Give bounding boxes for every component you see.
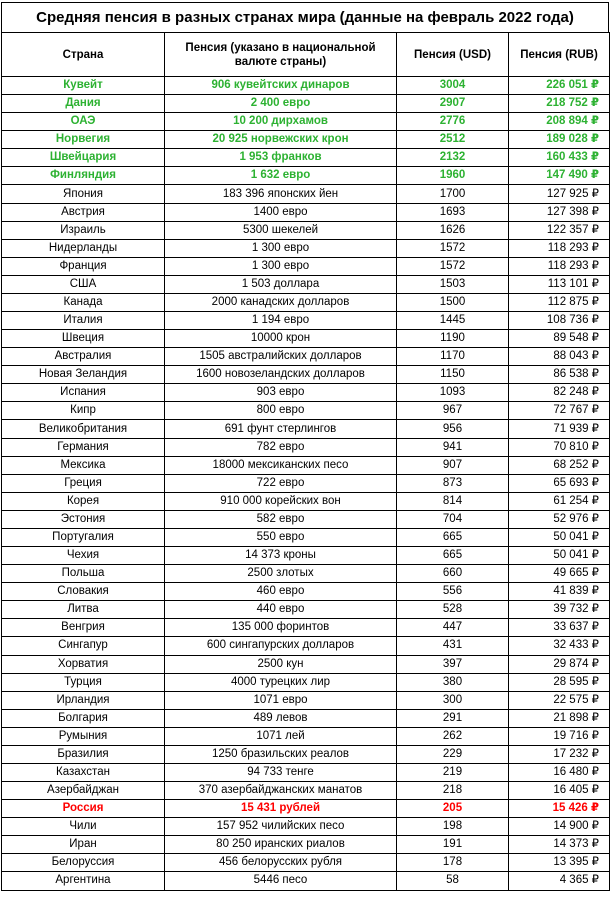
cell-country: Чили — [2, 818, 165, 836]
cell-pension-usd: 447 — [397, 619, 509, 637]
cell-country: Эстония — [2, 510, 165, 528]
cell-pension-rub: 68 252 ₽ — [509, 456, 610, 474]
cell-pension-usd: 2907 — [397, 95, 509, 113]
table-row — [2, 691, 610, 709]
cell-pension-rub: 82 248 ₽ — [509, 384, 610, 402]
cell-country: Чехия — [2, 547, 165, 565]
cell-country: Кипр — [2, 402, 165, 420]
cell-pension-rub: 127 398 ₽ — [509, 203, 610, 221]
cell-country: Франция — [2, 257, 165, 275]
cell-country: Германия — [2, 438, 165, 456]
cell-country: Хорватия — [2, 655, 165, 673]
cell-pension-usd: 1150 — [397, 366, 509, 384]
cell-country: Казахстан — [2, 763, 165, 781]
cell-pension-usd: 218 — [397, 782, 509, 800]
cell-pension-usd: 198 — [397, 818, 509, 836]
cell-pension-local: 550 евро — [165, 528, 397, 546]
table-row — [2, 456, 610, 474]
cell-pension-local: 460 евро — [165, 583, 397, 601]
table-row — [2, 565, 610, 583]
cell-pension-rub: 28 595 ₽ — [509, 673, 610, 691]
header-row — [2, 33, 610, 77]
table-row — [2, 510, 610, 528]
cell-pension-usd: 2776 — [397, 113, 509, 131]
cell-pension-local: 1071 лей — [165, 727, 397, 745]
table-row — [2, 547, 610, 565]
cell-country: Ирландия — [2, 691, 165, 709]
cell-pension-local: 903 евро — [165, 384, 397, 402]
cell-country: Великобритания — [2, 420, 165, 438]
cell-pension-usd: 3004 — [397, 77, 509, 95]
cell-pension-rub: 127 925 ₽ — [509, 185, 610, 203]
table-row — [2, 330, 610, 348]
table-row — [2, 492, 610, 510]
table-row — [2, 275, 610, 293]
cell-pension-rub: 218 752 ₽ — [509, 95, 610, 113]
cell-pension-usd: 178 — [397, 854, 509, 872]
cell-pension-usd: 1190 — [397, 330, 509, 348]
table-row — [2, 185, 610, 203]
cell-pension-rub: 89 548 ₽ — [509, 330, 610, 348]
cell-country: Турция — [2, 673, 165, 691]
header-pension-usd: Пенсия (USD) — [397, 33, 509, 77]
cell-pension-rub: 208 894 ₽ — [509, 113, 610, 131]
cell-country: Нидерланды — [2, 239, 165, 257]
cell-pension-usd: 1445 — [397, 312, 509, 330]
table-row — [2, 836, 610, 854]
cell-pension-rub: 118 293 ₽ — [509, 239, 610, 257]
table-body — [2, 77, 610, 891]
cell-pension-local: 1 632 евро — [165, 167, 397, 185]
cell-pension-local: 782 евро — [165, 438, 397, 456]
cell-pension-rub: 32 433 ₽ — [509, 637, 610, 655]
table-row — [2, 366, 610, 384]
table-row — [2, 239, 610, 257]
table-row — [2, 655, 610, 673]
table-row — [2, 782, 610, 800]
cell-pension-usd: 191 — [397, 836, 509, 854]
table-row — [2, 420, 610, 438]
cell-pension-rub: 21 898 ₽ — [509, 709, 610, 727]
table-row — [2, 709, 610, 727]
cell-pension-rub: 122 357 ₽ — [509, 221, 610, 239]
cell-pension-rub: 65 693 ₽ — [509, 474, 610, 492]
cell-pension-local: 1071 евро — [165, 691, 397, 709]
cell-country: Кувейт — [2, 77, 165, 95]
cell-country: США — [2, 275, 165, 293]
cell-pension-local: 157 952 чилийских песо — [165, 818, 397, 836]
cell-pension-usd: 219 — [397, 763, 509, 781]
table-row — [2, 763, 610, 781]
cell-pension-rub: 17 232 ₽ — [509, 745, 610, 763]
cell-pension-local: 722 евро — [165, 474, 397, 492]
table-row — [2, 619, 610, 637]
cell-pension-usd: 1572 — [397, 239, 509, 257]
cell-country: Польша — [2, 565, 165, 583]
cell-pension-local: 5446 песо — [165, 872, 397, 890]
cell-country: Бразилия — [2, 745, 165, 763]
cell-country: Дания — [2, 95, 165, 113]
cell-pension-rub: 226 051 ₽ — [509, 77, 610, 95]
pension-sheet — [1, 2, 609, 891]
cell-pension-local: 2500 кун — [165, 655, 397, 673]
cell-pension-local: 135 000 форинтов — [165, 619, 397, 637]
table-row — [2, 293, 610, 311]
header-country: Страна — [2, 33, 165, 77]
cell-pension-usd: 1500 — [397, 293, 509, 311]
table-row — [2, 77, 610, 95]
cell-pension-local: 2000 канадских долларов — [165, 293, 397, 311]
cell-pension-local: 1 300 евро — [165, 239, 397, 257]
header-pension-rub: Пенсия (RUB) — [509, 33, 610, 77]
cell-pension-rub: 72 767 ₽ — [509, 402, 610, 420]
cell-pension-usd: 1170 — [397, 348, 509, 366]
cell-pension-local: 1505 австралийских долларов — [165, 348, 397, 366]
cell-pension-usd: 2512 — [397, 131, 509, 149]
cell-country: Иран — [2, 836, 165, 854]
table-row — [2, 438, 610, 456]
cell-pension-local: 94 733 тенге — [165, 763, 397, 781]
cell-pension-rub: 16 480 ₽ — [509, 763, 610, 781]
cell-country: Швеция — [2, 330, 165, 348]
cell-pension-rub: 14 373 ₽ — [509, 836, 610, 854]
cell-pension-rub: 13 395 ₽ — [509, 854, 610, 872]
cell-pension-local: 1250 бразильских реалов — [165, 745, 397, 763]
table-row — [2, 800, 610, 818]
table-row — [2, 727, 610, 745]
cell-pension-rub: 88 043 ₽ — [509, 348, 610, 366]
cell-country: Австралия — [2, 348, 165, 366]
cell-country: Литва — [2, 601, 165, 619]
table-row — [2, 257, 610, 275]
cell-pension-rub: 41 839 ₽ — [509, 583, 610, 601]
cell-country: Сингапур — [2, 637, 165, 655]
cell-pension-rub: 50 041 ₽ — [509, 547, 610, 565]
cell-country: Венгрия — [2, 619, 165, 637]
cell-pension-usd: 956 — [397, 420, 509, 438]
table-row — [2, 221, 610, 239]
cell-country: Япония — [2, 185, 165, 203]
cell-pension-rub: 33 637 ₽ — [509, 619, 610, 637]
table-row — [2, 637, 610, 655]
cell-pension-local: 20 925 норвежских крон — [165, 131, 397, 149]
cell-pension-usd: 205 — [397, 800, 509, 818]
cell-pension-local: 1600 новозеландских долларов — [165, 366, 397, 384]
cell-country: Израиль — [2, 221, 165, 239]
cell-pension-local: 80 250 иранских риалов — [165, 836, 397, 854]
table-row — [2, 854, 610, 872]
table-row — [2, 95, 610, 113]
cell-pension-local: 10000 крон — [165, 330, 397, 348]
cell-country: Португалия — [2, 528, 165, 546]
cell-pension-local: 14 373 кроны — [165, 547, 397, 565]
cell-country: Канада — [2, 293, 165, 311]
cell-country: Испания — [2, 384, 165, 402]
cell-pension-usd: 665 — [397, 547, 509, 565]
cell-pension-local: 489 левов — [165, 709, 397, 727]
cell-pension-rub: 22 575 ₽ — [509, 691, 610, 709]
cell-pension-local: 183 396 японских йен — [165, 185, 397, 203]
cell-pension-usd: 907 — [397, 456, 509, 474]
cell-pension-rub: 16 405 ₽ — [509, 782, 610, 800]
cell-pension-rub: 113 101 ₽ — [509, 275, 610, 293]
cell-pension-local: 440 евро — [165, 601, 397, 619]
cell-pension-usd: 814 — [397, 492, 509, 510]
table-row — [2, 745, 610, 763]
cell-pension-local: 600 сингапурских долларов — [165, 637, 397, 655]
table-row — [2, 113, 610, 131]
cell-pension-local: 1400 евро — [165, 203, 397, 221]
table-row — [2, 131, 610, 149]
cell-pension-local: 910 000 корейских вон — [165, 492, 397, 510]
cell-pension-usd: 967 — [397, 402, 509, 420]
cell-pension-usd: 665 — [397, 528, 509, 546]
cell-pension-usd: 431 — [397, 637, 509, 655]
cell-pension-local: 1 194 евро — [165, 312, 397, 330]
cell-pension-usd: 229 — [397, 745, 509, 763]
cell-pension-usd: 1503 — [397, 275, 509, 293]
table-row — [2, 818, 610, 836]
cell-pension-rub: 49 665 ₽ — [509, 565, 610, 583]
table-row — [2, 673, 610, 691]
cell-pension-rub: 15 426 ₽ — [509, 800, 610, 818]
cell-pension-rub: 71 939 ₽ — [509, 420, 610, 438]
cell-pension-local: 691 фунт стерлингов — [165, 420, 397, 438]
cell-pension-local: 2 400 евро — [165, 95, 397, 113]
cell-pension-usd: 380 — [397, 673, 509, 691]
cell-country: Италия — [2, 312, 165, 330]
cell-pension-usd: 1700 — [397, 185, 509, 203]
cell-country: Румыния — [2, 727, 165, 745]
cell-pension-rub: 112 875 ₽ — [509, 293, 610, 311]
table-row — [2, 203, 610, 221]
table-row — [2, 474, 610, 492]
cell-pension-local: 1 503 доллара — [165, 275, 397, 293]
cell-pension-usd: 1960 — [397, 167, 509, 185]
cell-pension-usd: 58 — [397, 872, 509, 890]
cell-pension-rub: 160 433 ₽ — [509, 149, 610, 167]
cell-pension-local: 2500 злотых — [165, 565, 397, 583]
cell-country: Болгария — [2, 709, 165, 727]
cell-pension-rub: 4 365 ₽ — [509, 872, 610, 890]
cell-pension-rub: 14 900 ₽ — [509, 818, 610, 836]
cell-pension-usd: 397 — [397, 655, 509, 673]
table-row — [2, 601, 610, 619]
table-row — [2, 528, 610, 546]
cell-pension-rub: 39 732 ₽ — [509, 601, 610, 619]
cell-pension-rub: 86 538 ₽ — [509, 366, 610, 384]
cell-pension-rub: 50 041 ₽ — [509, 528, 610, 546]
header-pension-local: Пенсия (указано в национальной валюте страны) — [165, 33, 397, 77]
cell-pension-rub: 61 254 ₽ — [509, 492, 610, 510]
cell-country: Мексика — [2, 456, 165, 474]
table-row — [2, 384, 610, 402]
cell-pension-rub: 29 874 ₽ — [509, 655, 610, 673]
cell-pension-local: 906 кувейтских динаров — [165, 77, 397, 95]
cell-pension-usd: 873 — [397, 474, 509, 492]
cell-pension-usd: 300 — [397, 691, 509, 709]
cell-country: Австрия — [2, 203, 165, 221]
cell-pension-local: 4000 турецких лир — [165, 673, 397, 691]
table-row — [2, 312, 610, 330]
cell-country: Швейцария — [2, 149, 165, 167]
cell-country: Новая Зеландия — [2, 366, 165, 384]
cell-pension-usd: 1093 — [397, 384, 509, 402]
cell-pension-usd: 660 — [397, 565, 509, 583]
cell-pension-usd: 291 — [397, 709, 509, 727]
cell-pension-rub: 118 293 ₽ — [509, 257, 610, 275]
cell-pension-local: 18000 мексиканских песо — [165, 456, 397, 474]
cell-pension-usd: 556 — [397, 583, 509, 601]
table-row — [2, 872, 610, 890]
cell-pension-local: 10 200 дирхамов — [165, 113, 397, 131]
cell-pension-usd: 1693 — [397, 203, 509, 221]
cell-country: Корея — [2, 492, 165, 510]
sheet-title: Средняя пенсия в разных странах мира (данные на февраль 2022 года) — [1, 2, 609, 33]
cell-pension-local: 800 евро — [165, 402, 397, 420]
table-row — [2, 583, 610, 601]
cell-pension-rub: 147 490 ₽ — [509, 167, 610, 185]
cell-pension-local: 456 белорусских рубля — [165, 854, 397, 872]
table-row — [2, 149, 610, 167]
cell-pension-rub: 70 810 ₽ — [509, 438, 610, 456]
cell-country: Белоруссия — [2, 854, 165, 872]
cell-pension-rub: 19 716 ₽ — [509, 727, 610, 745]
cell-country: Россия — [2, 800, 165, 818]
cell-pension-usd: 262 — [397, 727, 509, 745]
cell-pension-usd: 704 — [397, 510, 509, 528]
cell-country: Азербайджан — [2, 782, 165, 800]
cell-pension-usd: 1572 — [397, 257, 509, 275]
cell-pension-local: 1 300 евро — [165, 257, 397, 275]
cell-pension-local: 370 азербайджанских манатов — [165, 782, 397, 800]
cell-pension-local: 582 евро — [165, 510, 397, 528]
cell-country: Норвегия — [2, 131, 165, 149]
cell-pension-usd: 1626 — [397, 221, 509, 239]
cell-country: Греция — [2, 474, 165, 492]
cell-pension-local: 1 953 франков — [165, 149, 397, 167]
table-row — [2, 167, 610, 185]
cell-country: Словакия — [2, 583, 165, 601]
cell-pension-usd: 2132 — [397, 149, 509, 167]
cell-pension-usd: 941 — [397, 438, 509, 456]
cell-country: ОАЭ — [2, 113, 165, 131]
cell-country: Финляндия — [2, 167, 165, 185]
cell-pension-usd: 528 — [397, 601, 509, 619]
cell-pension-rub: 52 976 ₽ — [509, 510, 610, 528]
cell-country: Аргентина — [2, 872, 165, 890]
cell-pension-rub: 108 736 ₽ — [509, 312, 610, 330]
cell-pension-local: 15 431 рублей — [165, 800, 397, 818]
table-row — [2, 348, 610, 366]
pension-table — [1, 32, 610, 891]
table-row — [2, 402, 610, 420]
cell-pension-rub: 189 028 ₽ — [509, 131, 610, 149]
cell-pension-local: 5300 шекелей — [165, 221, 397, 239]
